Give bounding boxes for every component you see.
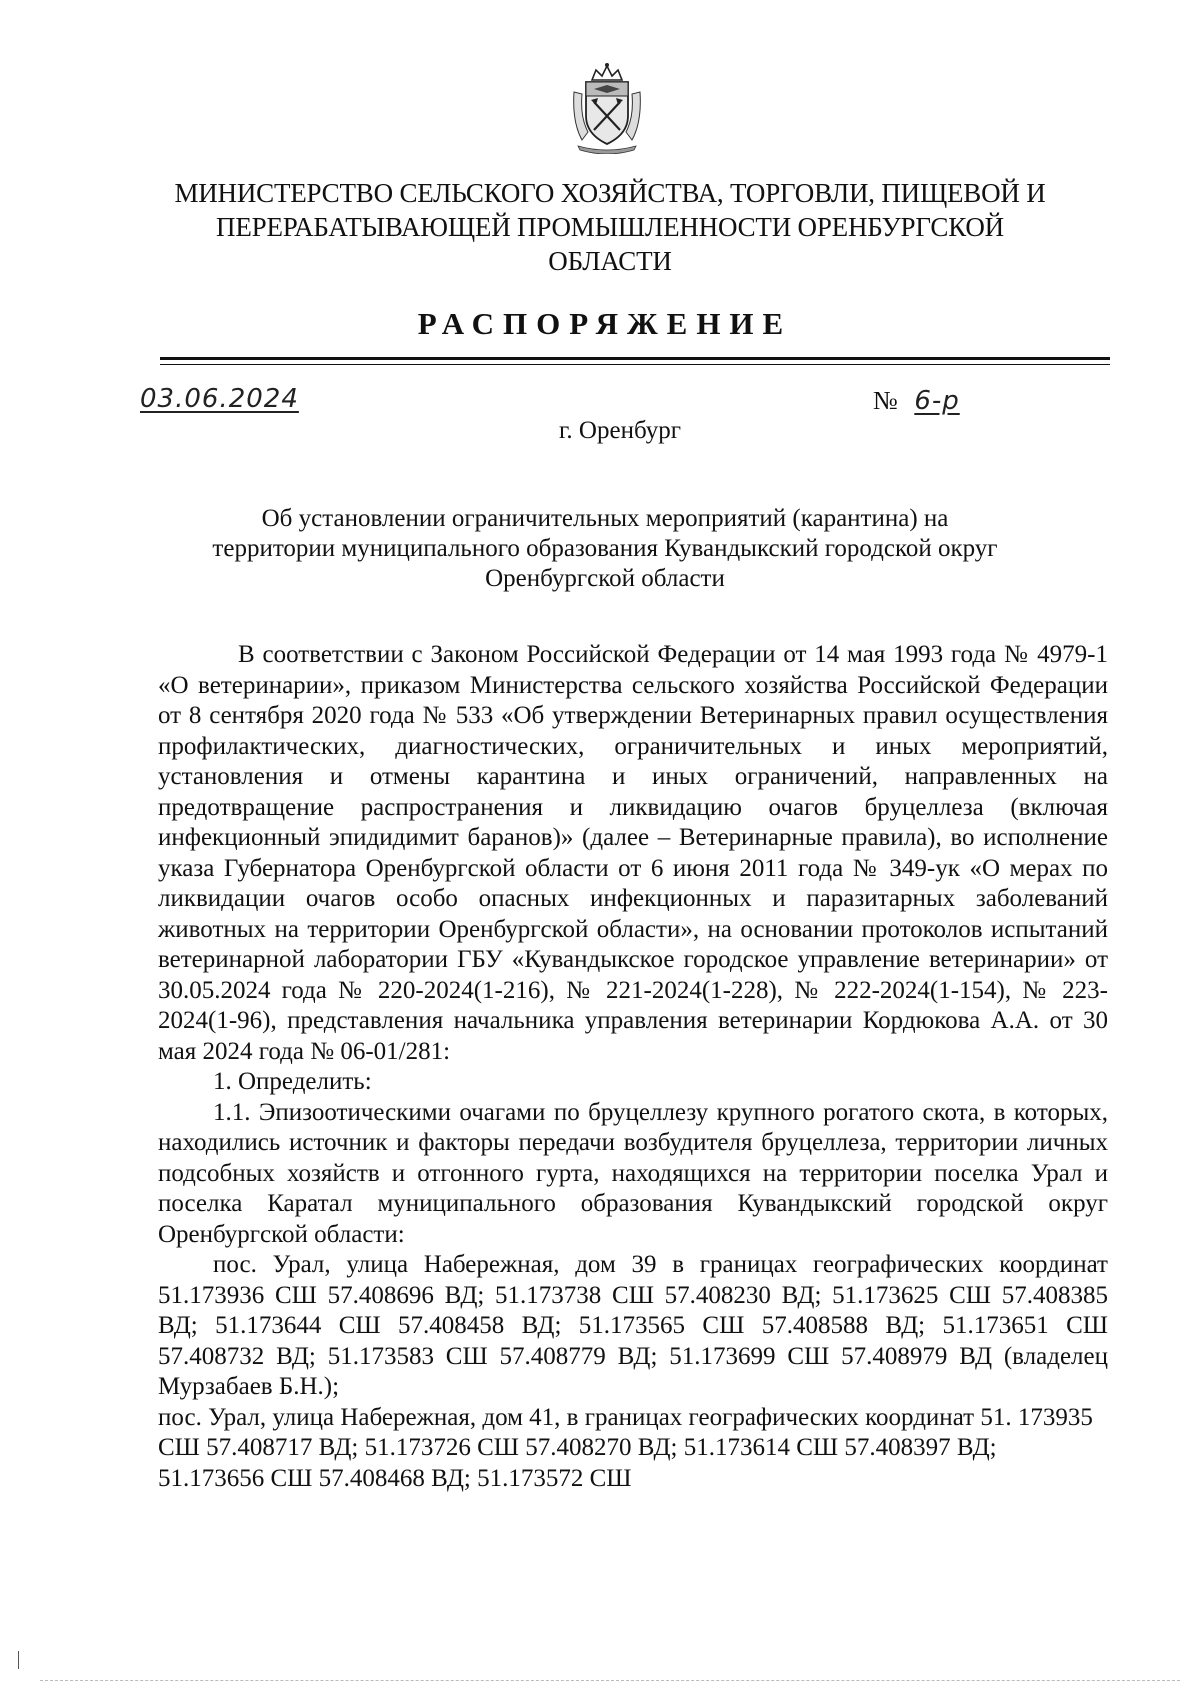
ministry-name	[150, 176, 1070, 278]
title-line: Оренбургской области	[485, 565, 725, 592]
number-value: 6-р	[914, 386, 960, 416]
location-item: пос. Урал, улица Набережная, дом 41, в границах географических координат 51. 173935 СШ 57.408717 ВД; 51.173726 СШ 57.408270 ВД; 51.173614 СШ 57.408397 ВД; 51.173656 СШ 57.408468 ВД; 51.173572 СШ	[158, 1403, 1093, 1492]
scan-mark	[18, 1651, 19, 1669]
item-1: 1. Определить:	[213, 1068, 372, 1095]
title-line: территории муниципального образования Кувандыкский городской округ	[212, 535, 998, 562]
document-type-heading: РАСПОРЯЖЕНИЕ	[417, 306, 793, 341]
item-1-1: 1.1. Эпизоотическими очагами по бруцеллезу крупного рогатого скота, в которых, находились источник и факторы передачи возбудителя бруцеллеза, территории личных подсобных хозяйств и отгонного гурта, находящихся на территории поселка Урал и поселка Каратал муниципального образования Кувандыкский городской округ Оренбургской области:	[158, 1098, 1108, 1248]
document-city: г. Оренбург	[559, 417, 681, 444]
document-body	[158, 640, 1108, 1494]
number-sign: №	[873, 386, 898, 415]
header-rule-thick	[160, 357, 1110, 360]
document-title	[150, 504, 1060, 594]
ministry-line: МИНИСТЕРСТВО СЕЛЬСКОГО ХОЗЯЙСТВА, ТОРГОВЛИ, ПИЩЕВОЙ И	[174, 178, 1046, 208]
coat-of-arms-icon	[568, 62, 646, 154]
title-line: Об установлении ограничительных мероприятий (карантина) на	[261, 505, 949, 532]
header-rule-thin	[160, 364, 1110, 365]
document-number	[873, 386, 960, 416]
ministry-line: ОБЛАСТИ	[548, 246, 672, 276]
page-bottom-edge	[40, 1680, 1180, 1681]
document-date: 03.06.2024	[140, 384, 299, 414]
preamble-paragraph: В соответствии с Законом Российской Федерации от 14 мая 1993 года № 4979-1 «О ветеринарии», приказом Министерства сельского хозяйства Российской Федерации от 8 сентября 2020 года № 533 «Об утверждении Ветеринарных правил осуществления профилактических, диагностических, ограничительных и иных мероприятий, установления и отмены карантина и иных ограничений, направленных на предотвращение распространения и ликвидацию очагов бруцеллеза (включая инфекционный эпидидимит баранов)» (далее – Ветеринарные правила), во исполнение указа Губернатора Оренбургской области от 6 июня 2011 года № 349-ук «О мерах по ликвидации очагов особо опасных инфекционных и паразитарных заболеваний животных на территории Оренбургской области», на основании протоколов испытаний ветеринарной лаборатории ГБУ «Кувандыкское городское управление ветеринарии» от 30.05.2024 года № 220-2024(1-216), № 221-2024(1-228), № 222-2024(1-154), № 223-2024(1-96), представления начальника управления ветеринарии Кордюкова А.А. от 30 мая 2024 года № 06-01/281:	[158, 641, 1108, 1065]
location-item: пос. Урал, улица Набережная, дом 39 в границах географических координат 51.173936 СШ 57.408696 ВД; 51.173738 СШ 57.408230 ВД; 51.173625 СШ 57.408385 ВД; 51.173644 СШ 57.408458 ВД; 51.173565 СШ 57.408588 ВД; 51.173651 СШ 57.408732 ВД; 51.173583 СШ 57.408779 ВД; 51.173699 СШ 57.408979 ВД (владелец Мурзабаев Б.Н.);	[158, 1251, 1108, 1400]
ministry-line: ПЕРЕРАБАТЫВАЮЩЕЙ ПРОМЫШЛЕННОСТИ ОРЕНБУРГСКОЙ	[216, 212, 1004, 242]
